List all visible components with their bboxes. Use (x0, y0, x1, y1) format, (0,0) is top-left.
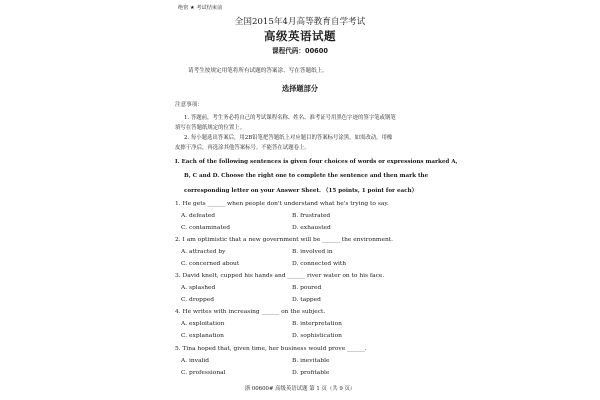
option-a: A. attracted by (181, 249, 226, 255)
option-b: B. inevitable (292, 358, 330, 364)
course-code: 课程代码：00600 (272, 47, 328, 55)
option-b: B. interpretation (292, 321, 342, 327)
option-a: A. splashed (181, 285, 216, 291)
option-d: D. exhausted (292, 225, 331, 231)
general-instruction: 请考生按规定用笔将所有试题的答案涂、写在答题纸上。 (188, 68, 328, 74)
option-c: C. dropped (181, 297, 214, 303)
option-d: D. connected with (292, 261, 347, 267)
option-c: C. explanation (181, 333, 224, 339)
question-stem: 3. David knelt, cupped his hands and ______ river water on to his face. (175, 273, 385, 279)
section-instruction-line: I. Each of the following sentences is given four choices of words or expressions marked A, (175, 159, 458, 165)
question-stem: 5. Tina hoped that, given time, her business would prove ______. (175, 346, 367, 352)
note-line: 填写在答题纸规定的位置上。 (175, 125, 246, 131)
option-c: C. concerned about (181, 261, 240, 267)
question-stem: 1. He gets ______ when people don't understand what he's trying to say. (175, 201, 389, 207)
note-line: 2. 每小题选出答案后，用2B铅笔把答题纸上对应题目的答案标号涂黑。如需改动，用橡 (184, 135, 393, 141)
subject-title: 高级英语试题 (264, 29, 336, 43)
question-stem: 2. I am optimistic that a new government will be ______ the environment. (175, 237, 393, 243)
option-b: B. poured (292, 285, 322, 291)
notes-heading: 注意事项： (175, 102, 203, 108)
option-d: D. tapped (292, 297, 321, 303)
option-b: B. involved in (292, 249, 333, 255)
section-instruction-line: B, C and D. Choose the right one to complete the sentence and then mark the (184, 173, 429, 179)
section-instruction-line: corresponding letter on your Answer Sheet. （15 points, 1 point for each） (184, 188, 418, 194)
secret-mark: 绝密 ★ 考试结束前 (178, 5, 223, 11)
part-title: 选择题部分 (282, 84, 318, 93)
option-a: A. defeated (181, 213, 216, 219)
option-c: C. professional (181, 370, 226, 376)
option-d: D. profitable (292, 370, 330, 376)
note-line: 皮擦干净后，再选涂其他答案标号。不能答在试题卷上。 (175, 145, 310, 151)
option-a: A. invalid (181, 358, 210, 364)
option-a: A. exploitation (181, 321, 225, 327)
note-line: 1. 答题前，考生务必将自己的考试课程名称、姓名、准考证号用黑色字迹的签字笔或钢笔 (184, 115, 396, 121)
option-b: B. frustrated (292, 213, 331, 219)
exam-title: 全国2015年4月高等教育自学考试 (234, 17, 366, 27)
page-footer: 浙 00600# 高级英语试题 第 1 页（共 9 页） (244, 386, 356, 392)
option-d: D. sophistication (292, 333, 342, 339)
option-c: C. contaminated (181, 225, 230, 231)
question-stem: 4. He writes with increasing ______ on the subject. (175, 309, 326, 315)
